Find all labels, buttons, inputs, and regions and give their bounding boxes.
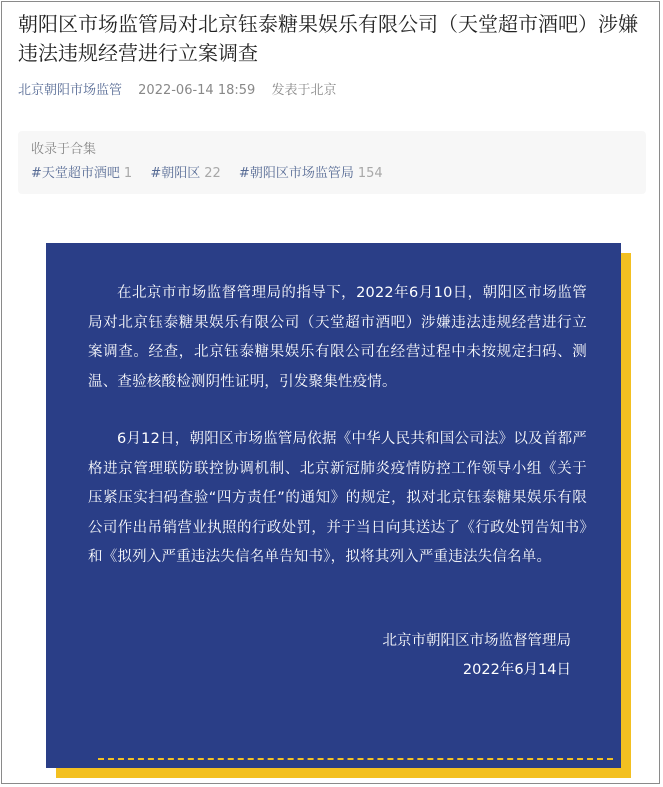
tag-count: 154 — [357, 166, 383, 181]
tag-name: #朝阳区 — [150, 166, 201, 181]
publish-datetime: 2022-06-14 18:59 — [138, 83, 256, 98]
collection-tag-chaoyang[interactable] — [150, 166, 220, 181]
collection-box — [18, 131, 646, 194]
article-title: 朝阳区市场监管局对北京钰泰糖果娱乐有限公司（天堂超市酒吧）涉嫌违法违规经营进行立案调查 — [18, 12, 638, 65]
notice-signature-block — [88, 627, 587, 686]
article-meta — [18, 79, 336, 98]
tag-name: #朝阳区市场监管局 — [238, 166, 354, 181]
collection-tag-regulator[interactable] — [239, 166, 383, 181]
notice-paragraph-2: 6月12日，朝阳区市场监管局依据《中华人民共和国公司法》以及首都严格进京管理联防联控协调机制、北京新冠肺炎疫情防控工作领导小组《关于压紧压实扫码查验“四方责任”的通知》的规定，拟对北京钰泰糖果娱乐有限公司作出吊销营业执照的行政处罚，并于当日向其送达了《行政处罚告知书》和《拟列入严重违法失信名单告知书》，拟将其列入严重违法失信名单。 — [88, 431, 587, 565]
tag-count: 22 — [204, 166, 221, 181]
tag-count: 1 — [123, 166, 133, 181]
notice-signature: 北京市朝阳区市场监督管理局 — [382, 632, 571, 649]
notice-paragraph-1: 在北京市市场监督管理局的指导下，2022年6月10日，朝阳区市场监管局对北京钰泰糖果娱乐有限公司（天堂超市酒吧）涉嫌违法违规经营进行立案调查。经查，北京钰泰糖果娱乐有限公司在经营过程中未按规定扫码、测温、查验核酸检测阴性证明，引发聚集性疫情。 — [88, 285, 587, 390]
notice-panel — [46, 243, 621, 768]
collection-tags — [31, 165, 633, 183]
dashed-divider — [98, 758, 613, 760]
tag-name: #天堂超市酒吧 — [31, 166, 120, 181]
collection-heading: 收录于合集 — [31, 142, 97, 157]
account-name-link[interactable]: 北京朝阳市场监管 — [18, 83, 123, 98]
notice-date: 2022年6月14日 — [462, 662, 571, 678]
publish-location: 发表于北京 — [271, 83, 337, 98]
collection-tag-tiantang[interactable] — [31, 166, 132, 181]
